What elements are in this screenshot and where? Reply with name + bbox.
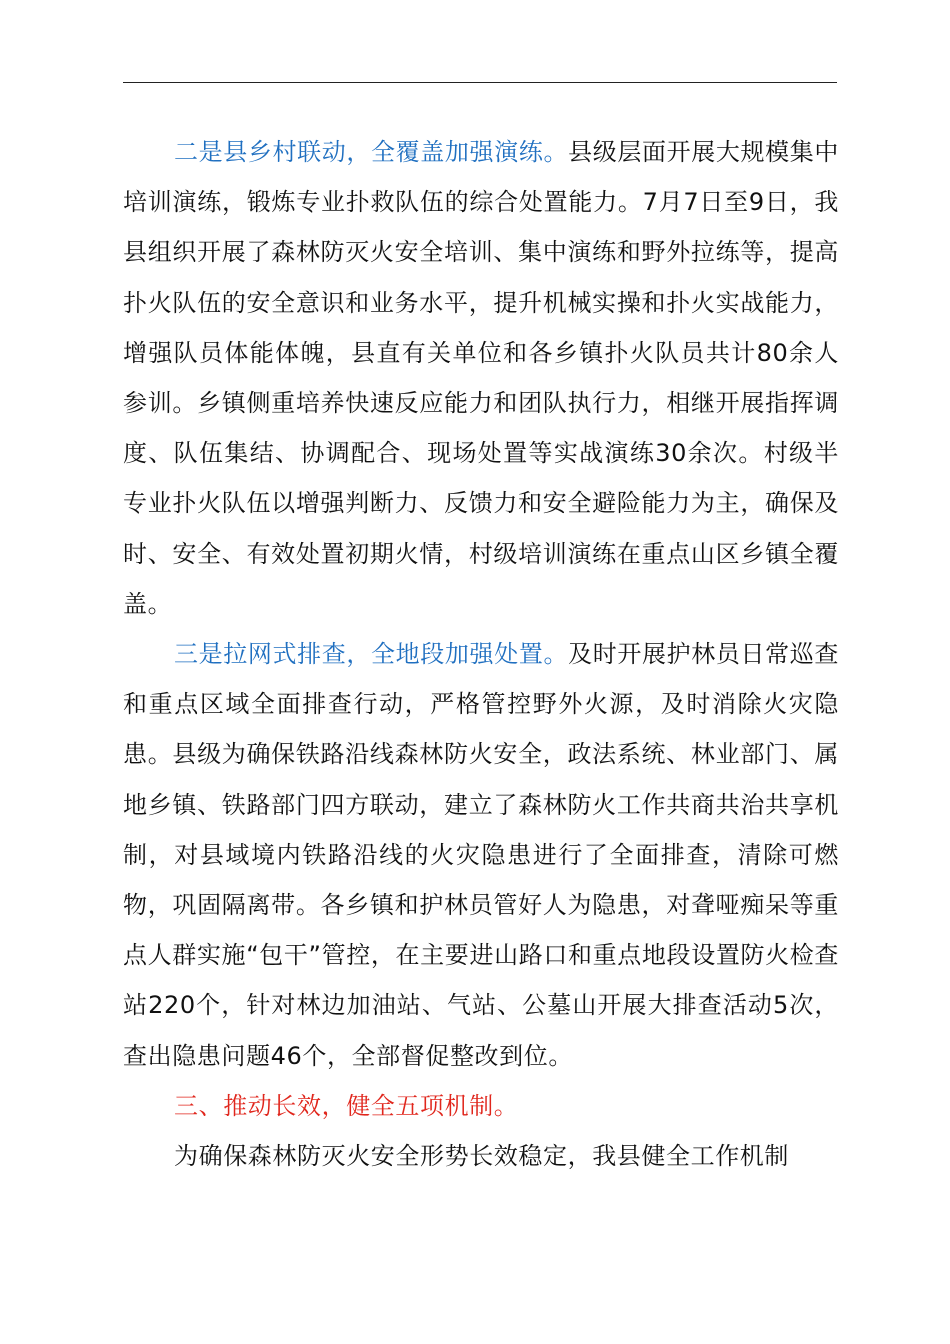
paragraph-county-drills bbox=[123, 127, 839, 629]
paragraph-text: 县级层面开展大规模集中培训演练，锻炼专业扑救队伍的综合处置能力。7月7日至9日，我县组织开展了森林防灭火安全培训、集中演练和野外拉练等，提高扑火队伍的安全意识和业务水平，提升机械实操和扑火实战能力，增强队员体能体魄，县直有关单位和各乡镇扑火队员共计80余人参训。乡镇侧重培养快速反应能力和团队执行力，相继开展指挥调度、队伍集结、协调配合、现场处置等实战演练30余次。村级半专业扑火队伍以增强判断力、反馈力和安全避险能力为主，确保及时、安全、有效处置初期火情，村级培训演练在重点山区乡镇全覆盖。 bbox=[123, 138, 839, 618]
paragraph-lead-highlight: 三是拉网式排查，全地段加强处置。 bbox=[174, 640, 569, 669]
header-rule bbox=[123, 82, 837, 83]
document-body bbox=[123, 127, 839, 1181]
paragraph-inspection bbox=[123, 629, 839, 1081]
paragraph-closing: 为确保森林防灭火安全形势长效稳定，我县健全工作机制 bbox=[174, 1142, 789, 1171]
paragraph-text: 及时开展护林员日常巡查和重点区域全面排查行动，严格管控野外火源，及时消除火灾隐患。县级为确保铁路沿线森林防火安全，政法系统、林业部门、属地乡镇、铁路部门四方联动，建立了森林防火工作共商共治共享机制，对县域境内铁路沿线的火灾隐患进行了全面排查，清除可燃物，巩固隔离带。各乡镇和护林员管好人为隐患，对聋哑痴呆等重点人群实施“包干”管控，在主要进山路口和重点地段设置防火检查站220个，针对林边加油站、气站、公墓山开展大排查活动5次，查出隐患问题46个，全部督促整改到位。 bbox=[123, 640, 839, 1070]
section-heading: 三、推动长效，健全五项机制。 bbox=[174, 1091, 519, 1120]
paragraph-lead-highlight: 二是县乡村联动，全覆盖加强演练。 bbox=[174, 138, 569, 166]
